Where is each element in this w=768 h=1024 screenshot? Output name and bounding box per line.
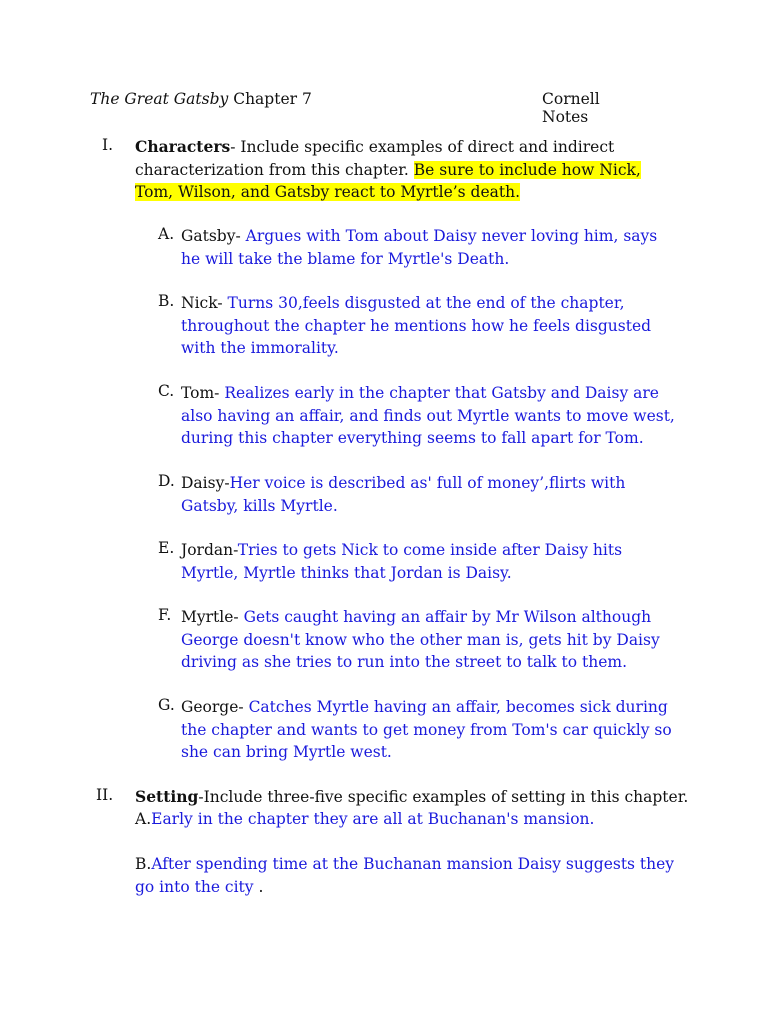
item-text [181,696,677,764]
item-text [181,539,677,584]
item-answer: Realizes early in the chapter that Gatsby and Daisy are also having an affair, and finds out Myrtle wants to move west, during this chapter everything seems to fall apart for Tom. [181,384,675,447]
setting-answer: Early in the chapter they are all at Buchanan's mansion. [151,810,595,828]
item-text [181,472,677,517]
chapter-label: Chapter 7 [228,90,312,108]
item-text [181,382,677,450]
setting-answer: After spending time at the Buchanan mansion Daisy suggests they go into the city [135,855,675,896]
item-letter: B. [158,292,175,310]
setting-label: A. [135,810,152,828]
book-title: The Great Gatsby [90,90,229,108]
setting-example-b [135,853,675,898]
section-heading: Characters [135,137,231,156]
section-instruction: - Include specific examples of direct and indirect characterization from this chapter. [135,138,615,179]
item-letter: F. [158,606,172,624]
setting-label: B. [135,855,152,873]
item-letter: E. [158,539,175,557]
item-text [181,292,677,360]
item-letter: D. [158,472,175,490]
section-instruction: -Include three-five specific examples of setting in this chapter. [198,788,689,806]
item-answer: Argues with Tom about Daisy never loving him, says he will take the blame for Myrtle's Death. [181,227,658,268]
highlighted-instruction: Be sure to include how Nick, Tom, Wilson, and Gatsby react to Myrtle’s death. [135,160,641,201]
item-text [181,225,677,270]
section-numeral: II. [96,786,114,804]
section-characters-prompt [135,136,665,204]
section-heading: Setting [135,787,199,806]
item-letter: C. [158,382,175,400]
document-header [90,90,650,126]
item-answer: Her voice is described as' full of money’,flirts with Gatsby, kills Myrtle. [181,474,626,515]
item-name: Nick- [181,294,228,312]
item-name: George- [181,698,249,716]
section-setting [90,786,690,810]
section-characters [90,136,690,206]
item-name: Jordan- [181,541,238,559]
item-name: Tom- [181,384,225,402]
item-answer: Gets caught having an affair by Mr Wilson although George doesn't know who the other man is, gets hit by Daisy driving as she tries to run into the street to talk to them. [181,608,660,671]
setting-example-a [135,808,685,831]
section-numeral: I. [102,136,114,154]
item-text [181,606,677,674]
item-answer: Tries to gets Nick to come inside after Daisy hits Myrtle, Myrtle thinks that Jordan is Daisy. [181,541,623,582]
section-setting-prompt [135,786,695,809]
setting-tail: . [253,877,264,896]
item-answer: Turns 30,feels disgusted at the end of the chapter, throughout the chapter he mentions how he feels disgusted with the immorality. [181,294,652,357]
item-letter: A. [158,225,175,243]
item-letter: G. [158,696,175,714]
item-name: Gatsby- [181,227,246,245]
document-title [90,90,312,108]
item-answer: Catches Myrtle having an affair, becomes sick during the chapter and wants to get money from Tom's car quickly so she can bring Myrtle west. [181,698,672,761]
item-name: Daisy- [181,474,230,492]
notes-type-label: Cornell Notes [542,90,600,126]
item-name: Myrtle- [181,608,244,626]
